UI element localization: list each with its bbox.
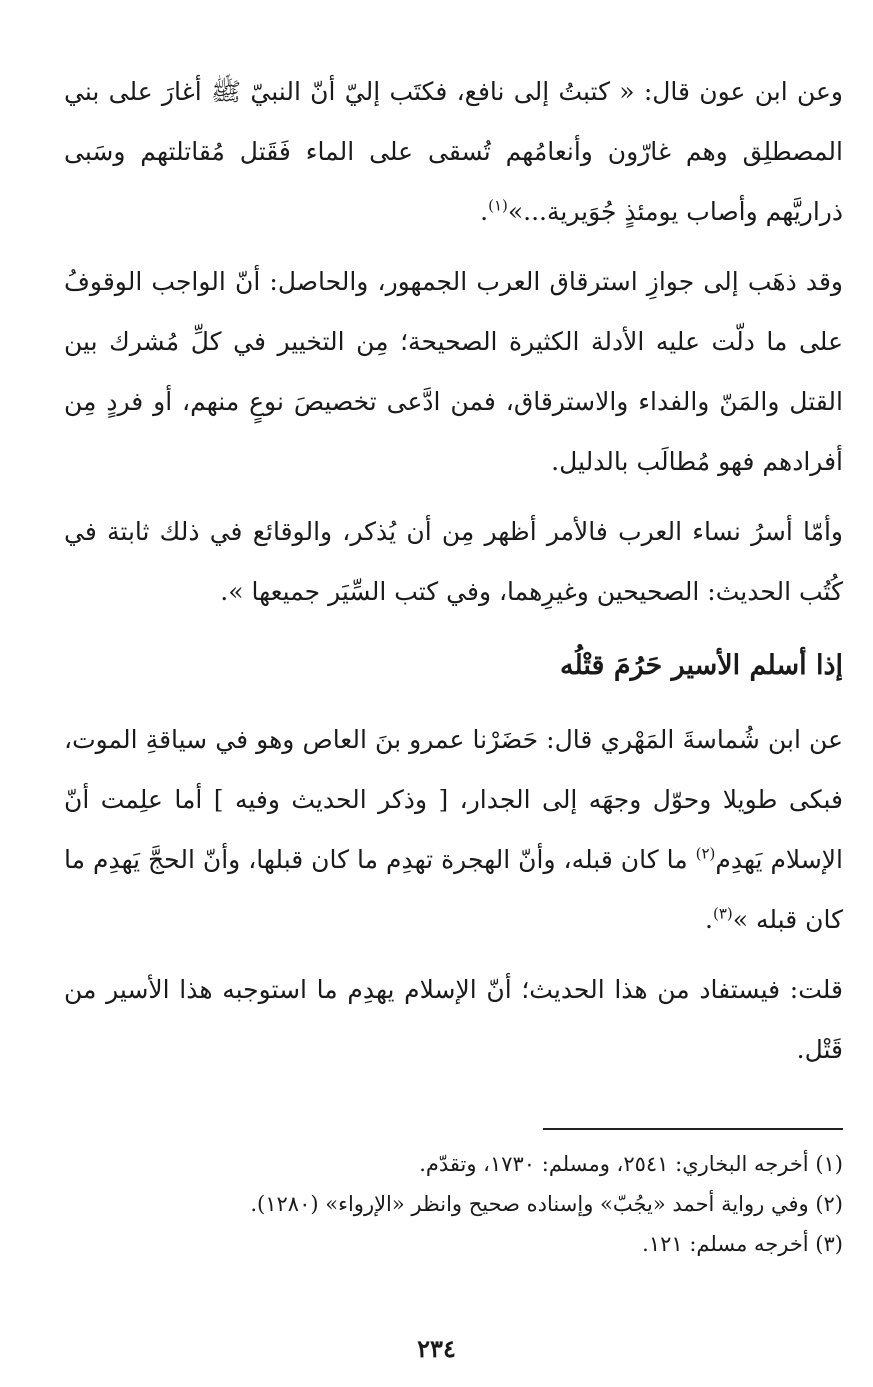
footnote-mark-3[interactable]: (٣) [712,904,733,923]
paragraph-conclusion [64,960,843,1080]
page-number: ٢٣٤ [417,1334,456,1363]
footnote-mark-1[interactable]: (١) [488,196,508,215]
page-body [64,62,843,1080]
paragraph-text: وعن ابن عون قال: « كتبتُ إلى نافع، فكتَب إليّ أنّ النبيّ ﷺ أغارَ على بني المصطلِق وهم غارّون وأنعامُهم تُسقى على الماء فَقَتل مُقاتلتهم وسَبى ذراريَّهم وأصاب يومئذٍ جُوَيرية...» [64,77,843,226]
footnote-1: (١) أخرجه البخاري: ٢٥٤١، ومسلم: ١٧٣٠، وتقدّم. [419,1152,843,1176]
paragraph-women-captives [64,502,843,622]
paragraph-text: وقد ذهَب إلى جوازِ استرقاق العرب الجمهور، والحاصل: أنّ الواجب الوقوفُ على ما دلّت عليه الأدلة الكثيرة الصحيحة؛ مِن التخيير في كلِّ مُشرك بين القتل والمَنّ والفداء والاسترقاق، فمن ادَّعى تخصيصَ نوعٍ منهم، أو فردٍ مِن أفرادهم فهو مُطالَب بالدليل. [64,267,843,476]
paragraph-jumhur [64,252,843,492]
paragraph-ibn-shumasa: عن ابن شُماسةَ المَهْري قال: حَضَرْنا عمرو بنَ العاص وهو في سياقةِ الموت، فبكى طويلا وحوّل وجهَه إلى الجدار، [ وذكر الحديث وفيه ] أما علِمت أنّ الإسلام يَهدِم$^{(٢)}$ ما كان قبله، وأنّ الهجرة تهدِم ما كان قبلها، وأنّ الحجَّ يَهدِم ما كان قبله »$^{(٣)}$. [64,725,843,934]
section-heading: إذا أسلم الأسير حَرُمَ قتْلُه [560,650,843,681]
paragraph-text-before: عن ابن شُماسةَ المَهْري قال: حَضَرْنا عمرو بنَ العاص وهو في سياقةِ الموت، فبكى طويلا وحوّل وجهَه إلى الجدار، [ وذكر الحديث وفيه ] أما علِمت أنّ الإسلام يَهدِم [64,725,843,874]
footnotes-section [64,1128,843,1264]
paragraph-ibn-awn: وعن ابن عون قال: « كتبتُ إلى نافع، فكتَب إليّ أنّ النبيّ ﷺ أغارَ على بني المصطلِق وهم غارّون وأنعامُهم تُسقى على الماء فَقَتل مُقاتلتهم وسَبى ذراريَّهم وأصاب يومئذٍ جُوَيرية...»$^{(١)}$. [64,77,843,226]
footnote-2: (٢) وفي رواية أحمد «يجُبّ» وإسناده صحيح وانظر «الإرواء» (١٢٨٠). [250,1192,843,1216]
paragraph-text: قلت: فيستفاد من هذا الحديث؛ أنّ الإسلام يهدِم ما استوجبه هذا الأسير من قَتْل. [64,975,843,1064]
paragraph-text: وأمّا أسرُ نساء العرب فالأمر أظهر مِن أن يُذكر، والوقائع في ذلك ثابتة في كُتُب الحديث: الصحيحين وغيرِهما، وفي كتب السِّيَر جميعها ». [64,517,843,606]
footnote-divider [543,1128,843,1130]
footnote-3: (٣) أخرجه مسلم: ١٢١. [642,1232,843,1256]
paragraph-text-after: ما كان قبله، وأنّ الهجرة تهدِم ما كان قبلها، وأنّ الحجَّ يَهدِم ما كان قبله » [64,845,843,934]
footnote-mark-2[interactable]: (٢) [695,844,716,863]
